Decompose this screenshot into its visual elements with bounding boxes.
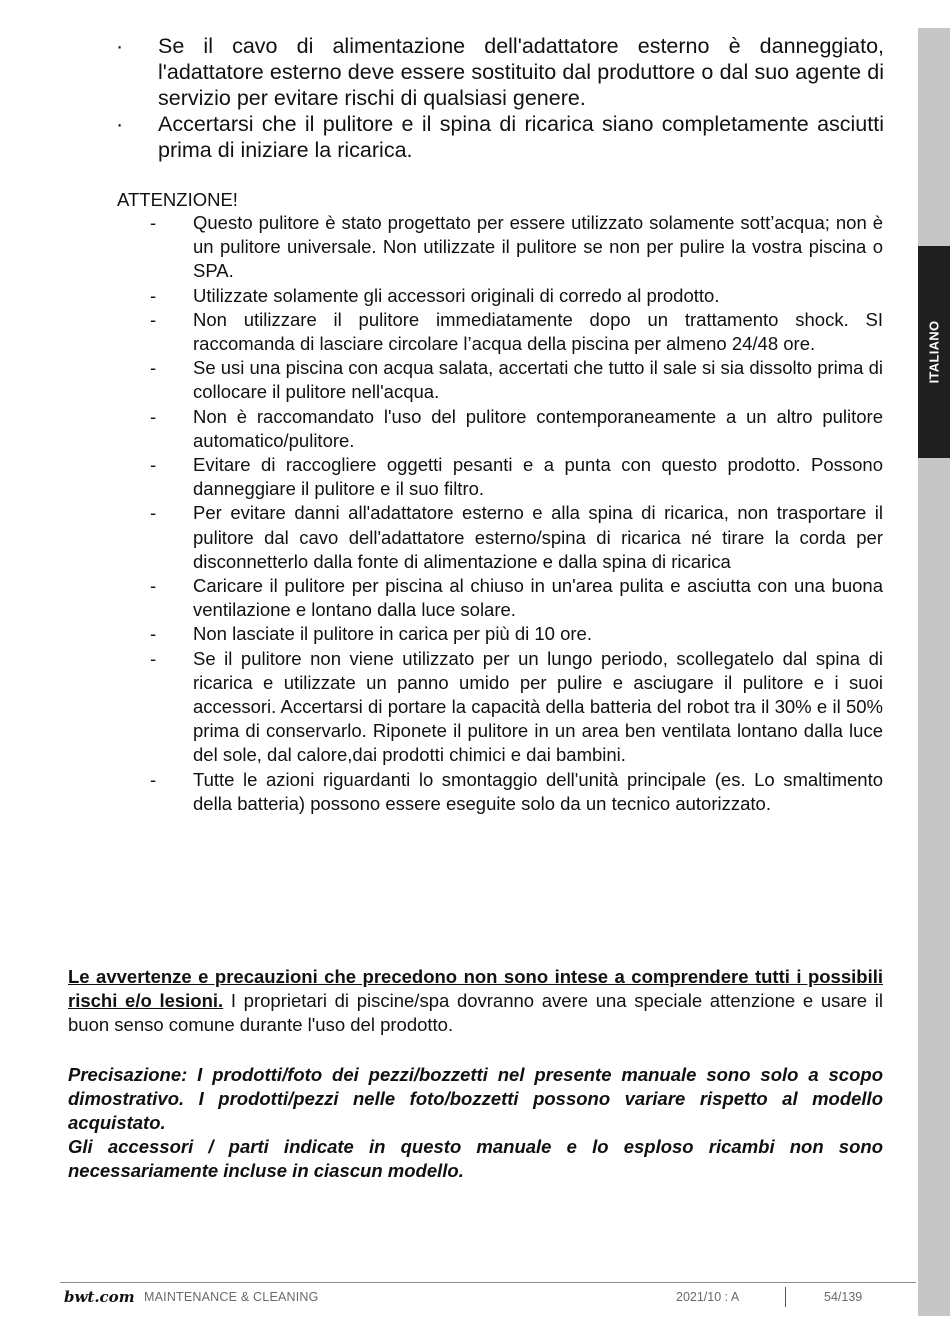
warning-dash: -: [150, 768, 157, 790]
warning-text: Se il pulitore non viene utilizzato per un lungo periodo, scollegatelo dal spina di ricarica e utilizzate un panno umido per pulire e asciugare il pulitore e i suoi accessori. Accertarsi di portare la capacità della batteria del robot tra il 30% e il 50% prima di conservarlo. Riponete il pulitore in un area ben ventilata lontano dalla luce del sole, dal calore,dai prodotti chimici e dai bambini.: [193, 647, 883, 766]
footer-divider: [60, 1282, 916, 1283]
bullet-mark: ·: [116, 112, 124, 136]
warning-text: Evitare di raccogliere oggetti pesanti e a punta con questo prodotto. Possono danneggiare il pulitore e il suo filtro.: [193, 454, 883, 500]
warning-dash: -: [150, 502, 157, 524]
page-number: 54/139: [824, 1290, 863, 1304]
warning-item: [150, 308, 883, 356]
warning-dash: -: [150, 212, 157, 233]
warning-dash: -: [150, 405, 157, 427]
warning-text: Per evitare danni all'adattatore esterno e alla spina di ricarica, non trasportare il pulitore dal cavo dell'adattatore esterno/spina di ricarica né tirare la corda per disconnetterlo dalla fonte di alimentazione e dalla spina di ricarica: [193, 502, 883, 572]
warning-text: Se usi una piscina con acqua salata, accertati che tutto il sale si sia dissolto prima di collocare il pulitore nell'acqua.: [193, 357, 884, 403]
bullet-item: [110, 33, 884, 111]
disclaimer-rest: I proprietari di piscine/spa dovranno avere una speciale attenzione e usare il buon senso comune durante l'uso del prodotto.: [68, 990, 883, 1035]
warning-dash: -: [150, 454, 157, 476]
warning-dash: -: [150, 623, 157, 645]
warning-item: [150, 284, 883, 308]
warning-item: [150, 574, 883, 622]
warning-text: Questo pulitore è stato progettato per essere utilizzato solamente sott’acqua; non è un pulitore universale. Non utilizzate il pulitore se non per pulire la vostra piscina o SPA.: [193, 212, 883, 282]
warning-item: [150, 501, 883, 574]
warning-dash: -: [150, 647, 157, 669]
warning-text: Utilizzate solamente gli accessori originali di corredo al prodotto.: [193, 284, 720, 306]
warning-list: [150, 211, 883, 816]
warning-item: [150, 647, 883, 768]
warning-text: Non è raccomandato l'uso del pulitore contemporaneamente a un altro pulitore automatico/pulitore.: [193, 405, 883, 451]
warning-item: [150, 405, 883, 453]
footer-section-title: MAINTENANCE & CLEANING: [144, 1290, 319, 1304]
warning-text: Non utilizzare il pulitore immediatamente dopo un trattamento shock. SI raccomanda di lasciare circolare l’acqua della piscina per almeno 24/48 ore.: [193, 308, 883, 355]
bullet-mark: ·: [116, 34, 124, 58]
warning-heading: ATTENZIONE!: [117, 189, 238, 210]
notes-block: [68, 1063, 883, 1183]
brand-logo: bwt.com: [64, 1288, 135, 1306]
warning-dash: -: [150, 575, 157, 597]
warning-text: Non lasciate il pulitore in carica per più di 10 ore.: [193, 623, 592, 645]
warning-item: [150, 211, 883, 284]
language-tab: [918, 246, 950, 458]
bullet-item: [110, 111, 884, 163]
bullet-text: Se il cavo di alimentazione dell'adattatore esterno è danneggiato, l'adattatore esterno deve essere sostituito dal produttore o dal suo agente di servizio per evitare rischi di qualsiasi genere.: [158, 34, 884, 110]
warning-item: [150, 356, 883, 404]
side-margin-bar: [918, 28, 950, 1316]
warning-dash: -: [150, 284, 157, 306]
warning-text: Caricare il pulitore per piscina al chiuso in un'area pulita e asciutta con una buona ventilazione e lontano dalla luce solare.: [193, 575, 883, 621]
footer-revision: 2021/10 : A: [676, 1290, 740, 1304]
warning-text: Tutte le azioni riguardanti lo smontaggio dell'unità principale (es. Lo smaltimento della batteria) possono essere eseguite solo da un tecnico autorizzato.: [193, 768, 883, 814]
warning-item: [150, 453, 883, 501]
language-tab-label: ITALIANO: [926, 320, 942, 384]
note-precisazione: Precisazione: I prodotti/foto dei pezzi/bozzetti nel presente manuale sono solo a scopo dimostrativo. I prodotti/pezzi nelle foto/bozzetti possono variare rispetto al modello acquistato.: [68, 1064, 883, 1133]
disclaimer-paragraph: [68, 965, 883, 1037]
disclaimer-lead: Le avvertenze e precauzioni che precedono non sono intese a comprendere tutti i possibili rischi e/o lesioni.: [68, 966, 883, 1011]
warning-item: [150, 768, 883, 816]
warning-dash: -: [150, 357, 157, 379]
warning-dash: -: [150, 308, 157, 330]
bullet-text: Accertarsi che il pulitore e il spina di ricarica siano completamente asciutti prima di iniziare la ricarica.: [158, 112, 884, 162]
warning-item: [150, 622, 883, 646]
footer-separator: [785, 1287, 786, 1307]
bullet-list: [110, 33, 884, 163]
note-accessori: Gli accessori / parti indicate in questo manuale e lo esploso ricambi non sono necessariamente incluse in ciascun modello.: [68, 1136, 883, 1181]
